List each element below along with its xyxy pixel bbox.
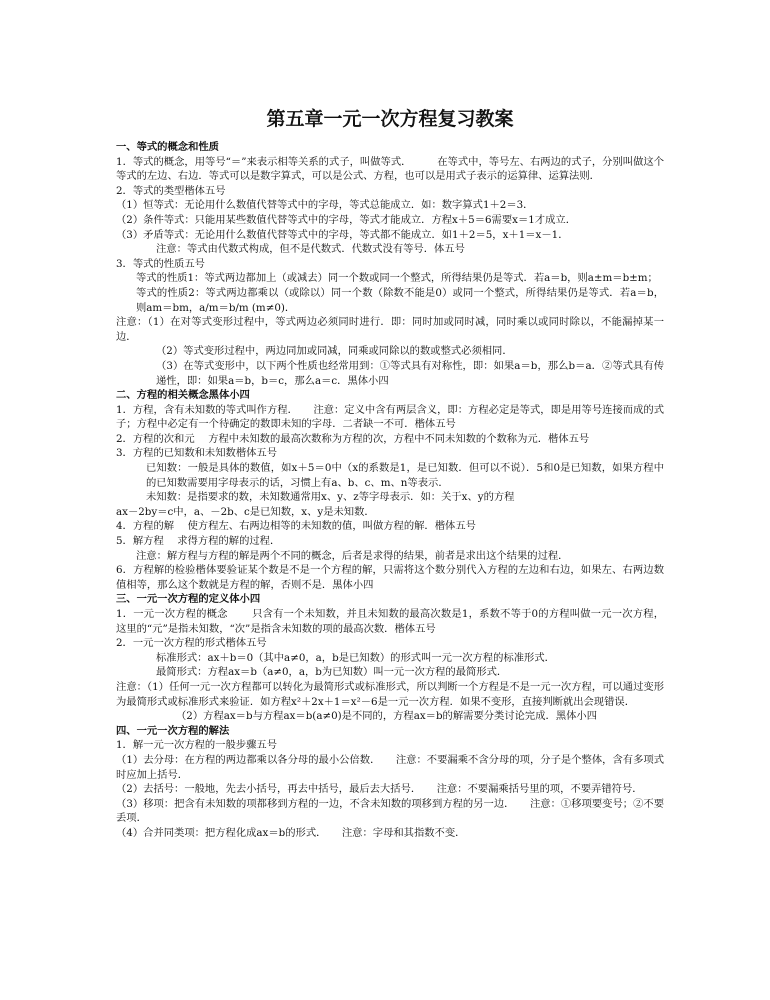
text-line: （2）去括号：一般地，先去小括号，再去中括号，最后去大括号． 注意：不要漏乘括号里的项，不要弄错符号． <box>116 783 643 796</box>
text-line: 等式的性质2：等式两边都乘以（或除以）同一个数（除数不能是0）或同一个整式，所得结果仍是等式．若a＝b，则am＝bm，a/m＝b/m (m≠0)． <box>136 286 664 314</box>
text-line: 6．方程解的检验楷体要验证某个数是不是一个方程的解，只需将这个数分别代入方程的左边和右边，如果左、右两边数值相等，那么这个数就是方程的解，否则不是．黑体小四 <box>116 564 664 591</box>
text-line: 1．一元一次方程的概念 只含有一个未知数，并且未知数的最高次数是1，系数不等于0的方程叫做一元一次方程，这里的“元”是指未知数，“次”是指含未知数的项的最高次数．楷体五号 <box>116 608 664 635</box>
text-line: 最简形式：方程ax＝b（a≠0，a，b为已知数）叫一元一次方程的最简形式． <box>156 666 508 679</box>
text-line: （2）方程ax＝b与方程ax＝b(a≠0)是不同的，方程ax＝b的解需要分类讨论完成．黑体小四 <box>176 710 598 723</box>
text-line: （3）在等式变形中，以下两个性质也经常用到：①等式具有对称性，即：如果a＝b，那么b＝a．②等式具有传递性，即：如果a＝b，b＝c，那么a＝c．黑体小四 <box>156 359 664 387</box>
text-line: 2．等式的类型楷体五号 <box>116 184 226 197</box>
text-line: 注意：（1）在对等式变形过程中，等式两边必须同时进行．即：同时加或同时减，同时乘以或同时除以，不能漏掉某一边． <box>116 316 664 343</box>
document-page <box>116 0 664 841</box>
section-heading: 一、等式的概念和性质 <box>116 141 219 153</box>
section-heading: 三、一元一次方程的定义体小四 <box>116 593 261 606</box>
text-line: 4．方程的解 使方程左、右两边相等的未知数的值，叫做方程的解．楷体五号 <box>116 520 476 533</box>
document-title: 第五章一元一次方程复习教案 <box>266 108 514 130</box>
section-heading: 二、方程的相关概念黑体小四 <box>116 389 250 402</box>
text-line: 3．方程的已知数和未知数楷体五号 <box>116 447 278 460</box>
text-line: （2）等式变形过程中，两边同加或同减，同乘或同除以的数或整式必须相同． <box>156 345 513 358</box>
text-line: 已知数：一般是具体的数值，如x＋5＝0中（x的系数是1，是已知数．但可以不说）．5和0是已知数，如果方程中的已知数需要用字母表示的话，习惯上有a、b、c、m、n等表示． <box>146 462 664 489</box>
text-line: 2．一元一次方程的形式楷体五号 <box>116 637 267 650</box>
text-line: （1）去分母：在方程的两边都乘以各分母的最小公倍数． 注意：不要漏乘不含分母的项，分子是个整体，含有多项式时应加上括号． <box>116 753 664 781</box>
text-line: （4）合并同类项：把方程化成ax＝b的形式． 注意：字母和其指数不变． <box>116 826 466 839</box>
text-line: 注意：等式由代数式构成，但不是代数式．代数式没有等号．体五号 <box>156 243 465 256</box>
document-body <box>116 140 664 841</box>
text-line: 等式的性质1：等式两边都加上（或减去）同一个数或同一个整式，所得结果仍是等式．若a＝b，则a±m＝b±m； <box>136 272 658 285</box>
text-line: 标准形式：ax＋b＝0（其中a≠0，a，b是已知数）的形式叫一元一次方程的标准形式． <box>156 651 555 664</box>
text-line: 3．等式的性质五号 <box>116 257 205 270</box>
section-heading: 四、一元一次方程的解法 <box>116 724 230 737</box>
text-line: （3）矛盾等式：无论用什么数值代替等式中的字母，等式都不能成立．如1＋2＝5，x＋1＝x－1． <box>116 228 569 241</box>
text-line: 注意：（1）任何一元一次方程都可以转化为最简形式或标准形式，所以判断一个方程是不是一元一次方程，可以通过变形为最简形式或标准形式来验证．如方程x²＋2x＋1＝x²－6是一元一次方程．如果不变形，直接判断就出会现错误． <box>116 680 664 708</box>
text-line: （1）恒等式：无论用什么数值代替等式中的字母，等式总能成立．如：数字算式1＋2＝3． <box>116 199 534 212</box>
text-line: 1．等式的概念，用等号“＝”来表示相等关系的式子，叫做等式． 在等式中，等号左、右两边的式子，分别叫做这个等式的左边、右边．等式可以是数字算式，可以是公式、方程，也可以是用式子表示的运算律、运算法则． <box>116 155 664 183</box>
text-line: （3）移项：把含有未知数的项都移到方程的一边，不含未知数的项移到方程的另一边． 注意：①移项要变号；②不要丢项． <box>116 797 664 825</box>
text-line: 5．解方程 求得方程的解的过程． <box>116 535 281 548</box>
text-line: 注意：解方程与方程的解是两个不同的概念，后者是求得的结果，前者是求出这个结果的过程． <box>136 549 569 562</box>
text-line: 1．方程，含有未知数的等式叫作方程． 注意：定义中含有两层含义，即：方程必定是等式，即是用等号连接而成的式子；方程中必定有一个待确定的数即未知的字母．二者缺一不可．楷体五号 <box>116 403 664 431</box>
text-line: 未知数：是指要求的数，未知数通常用x、y、z等字母表示．如：关于x、y的方程 <box>146 491 515 504</box>
text-line: （2）条件等式：只能用某些数值代替等式中的字母，等式才能成立．方程x＋5＝6需要x＝1才成立． <box>116 213 576 226</box>
text-line: 1．解一元一次方程的一般步骤五号 <box>116 739 278 752</box>
text-line: ax－2by＝c中，a、－2b、c是已知数，x、y是未知数． <box>116 505 375 518</box>
text-line: 2．方程的次和元 方程中未知数的最高次数称为方程的次，方程中不同未知数的个数称为元．楷体五号 <box>116 432 590 445</box>
